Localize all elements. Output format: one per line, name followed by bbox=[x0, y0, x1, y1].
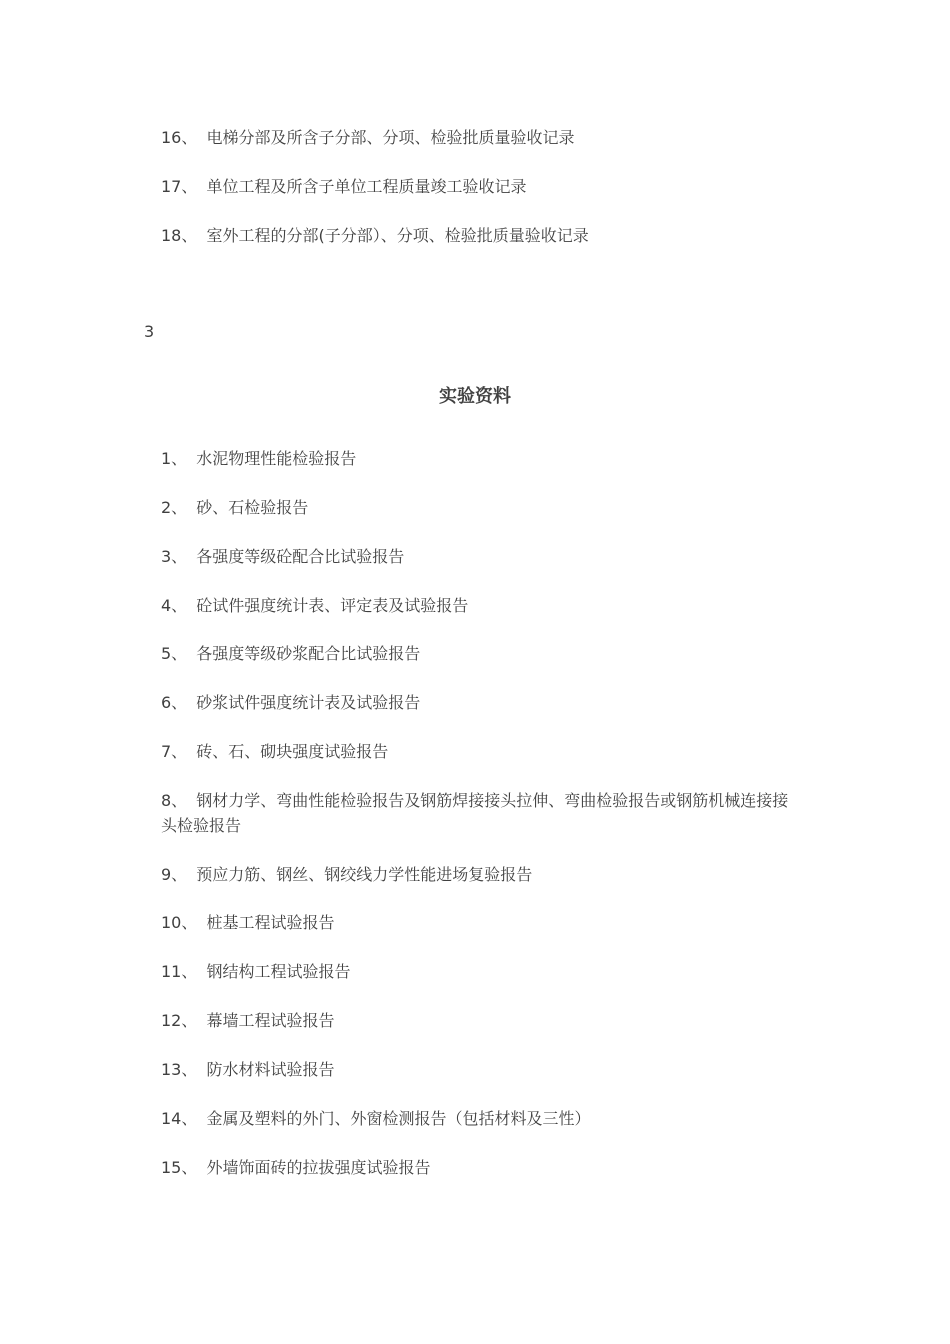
list-item bbox=[161, 1106, 801, 1131]
list-item-text: 防水材料试验报告 bbox=[206, 1060, 335, 1079]
list-item-text: 砼试件强度统计表、评定表及试验报告 bbox=[196, 596, 469, 615]
list-item-number: 2、 bbox=[161, 498, 188, 517]
list-item-text: 桩基工程试验报告 bbox=[206, 913, 335, 932]
list-item-text: 电梯分部及所含子分部、分项、检验批质量验收记录 bbox=[206, 128, 575, 147]
list-item bbox=[161, 690, 801, 715]
list-item-number: 4、 bbox=[161, 596, 188, 615]
list-item bbox=[161, 174, 801, 199]
list-item bbox=[161, 593, 801, 618]
list-item bbox=[161, 1155, 801, 1180]
list-item bbox=[161, 1057, 801, 1082]
list-item-number: 11、 bbox=[161, 962, 198, 981]
list-item-text: 水泥物理性能检验报告 bbox=[196, 449, 357, 468]
list-item-text: 预应力筋、钢丝、钢绞线力学性能进场复验报告 bbox=[196, 865, 533, 884]
list-item-text: 金属及塑料的外门、外窗检测报告（包括材料及三性） bbox=[206, 1109, 591, 1128]
list-item bbox=[161, 788, 801, 838]
list-item-text: 各强度等级砂浆配合比试验报告 bbox=[196, 644, 421, 663]
list-item-text: 钢材力学、弯曲性能检验报告及钢筋焊接接头拉伸、弯曲检验报告或钢筋机械连接接头检验报告 bbox=[161, 791, 789, 835]
list-item-text: 砂浆试件强度统计表及试验报告 bbox=[196, 693, 421, 712]
list-item bbox=[161, 910, 801, 935]
list-item bbox=[161, 544, 801, 569]
list-item bbox=[161, 739, 801, 764]
list-item-number: 17、 bbox=[161, 177, 198, 196]
list-item-number: 12、 bbox=[161, 1011, 198, 1030]
list-item bbox=[161, 223, 801, 248]
list-item bbox=[161, 959, 801, 984]
list-item-text: 砖、石、砌块强度试验报告 bbox=[196, 742, 389, 761]
list-item-number: 3、 bbox=[161, 547, 188, 566]
list-item bbox=[161, 446, 801, 471]
list-item-text: 单位工程及所含子单位工程质量竣工验收记录 bbox=[206, 177, 527, 196]
list-item-number: 16、 bbox=[161, 128, 198, 147]
section-title: 实验资料 bbox=[439, 386, 511, 407]
list-item-number: 10、 bbox=[161, 913, 198, 932]
list-item bbox=[161, 641, 801, 666]
list-item-number: 15、 bbox=[161, 1158, 198, 1177]
list-item bbox=[161, 495, 801, 520]
list-item-text: 室外工程的分部(子分部）、分项、检验批质量验收记录 bbox=[206, 226, 589, 245]
list-item-number: 1、 bbox=[161, 449, 188, 468]
list-item-number: 9、 bbox=[161, 865, 188, 884]
list-item-number: 13、 bbox=[161, 1060, 198, 1079]
list-item-text: 各强度等级砼配合比试验报告 bbox=[196, 547, 405, 566]
section-number: 3 bbox=[144, 322, 155, 341]
list-item-number: 18、 bbox=[161, 226, 198, 245]
list-item bbox=[161, 125, 801, 150]
list-item-number: 7、 bbox=[161, 742, 188, 761]
list-item bbox=[161, 1008, 801, 1033]
list-item-text: 钢结构工程试验报告 bbox=[206, 962, 351, 981]
list-item bbox=[161, 862, 801, 887]
list-item-text: 外墙饰面砖的拉拔强度试验报告 bbox=[206, 1158, 431, 1177]
list-item-text: 幕墙工程试验报告 bbox=[206, 1011, 335, 1030]
list-item-number: 5、 bbox=[161, 644, 188, 663]
list-item-number: 6、 bbox=[161, 693, 188, 712]
list-item-text: 砂、石检验报告 bbox=[196, 498, 309, 517]
list-item-number: 14、 bbox=[161, 1109, 198, 1128]
list-item-number: 8、 bbox=[161, 791, 188, 810]
